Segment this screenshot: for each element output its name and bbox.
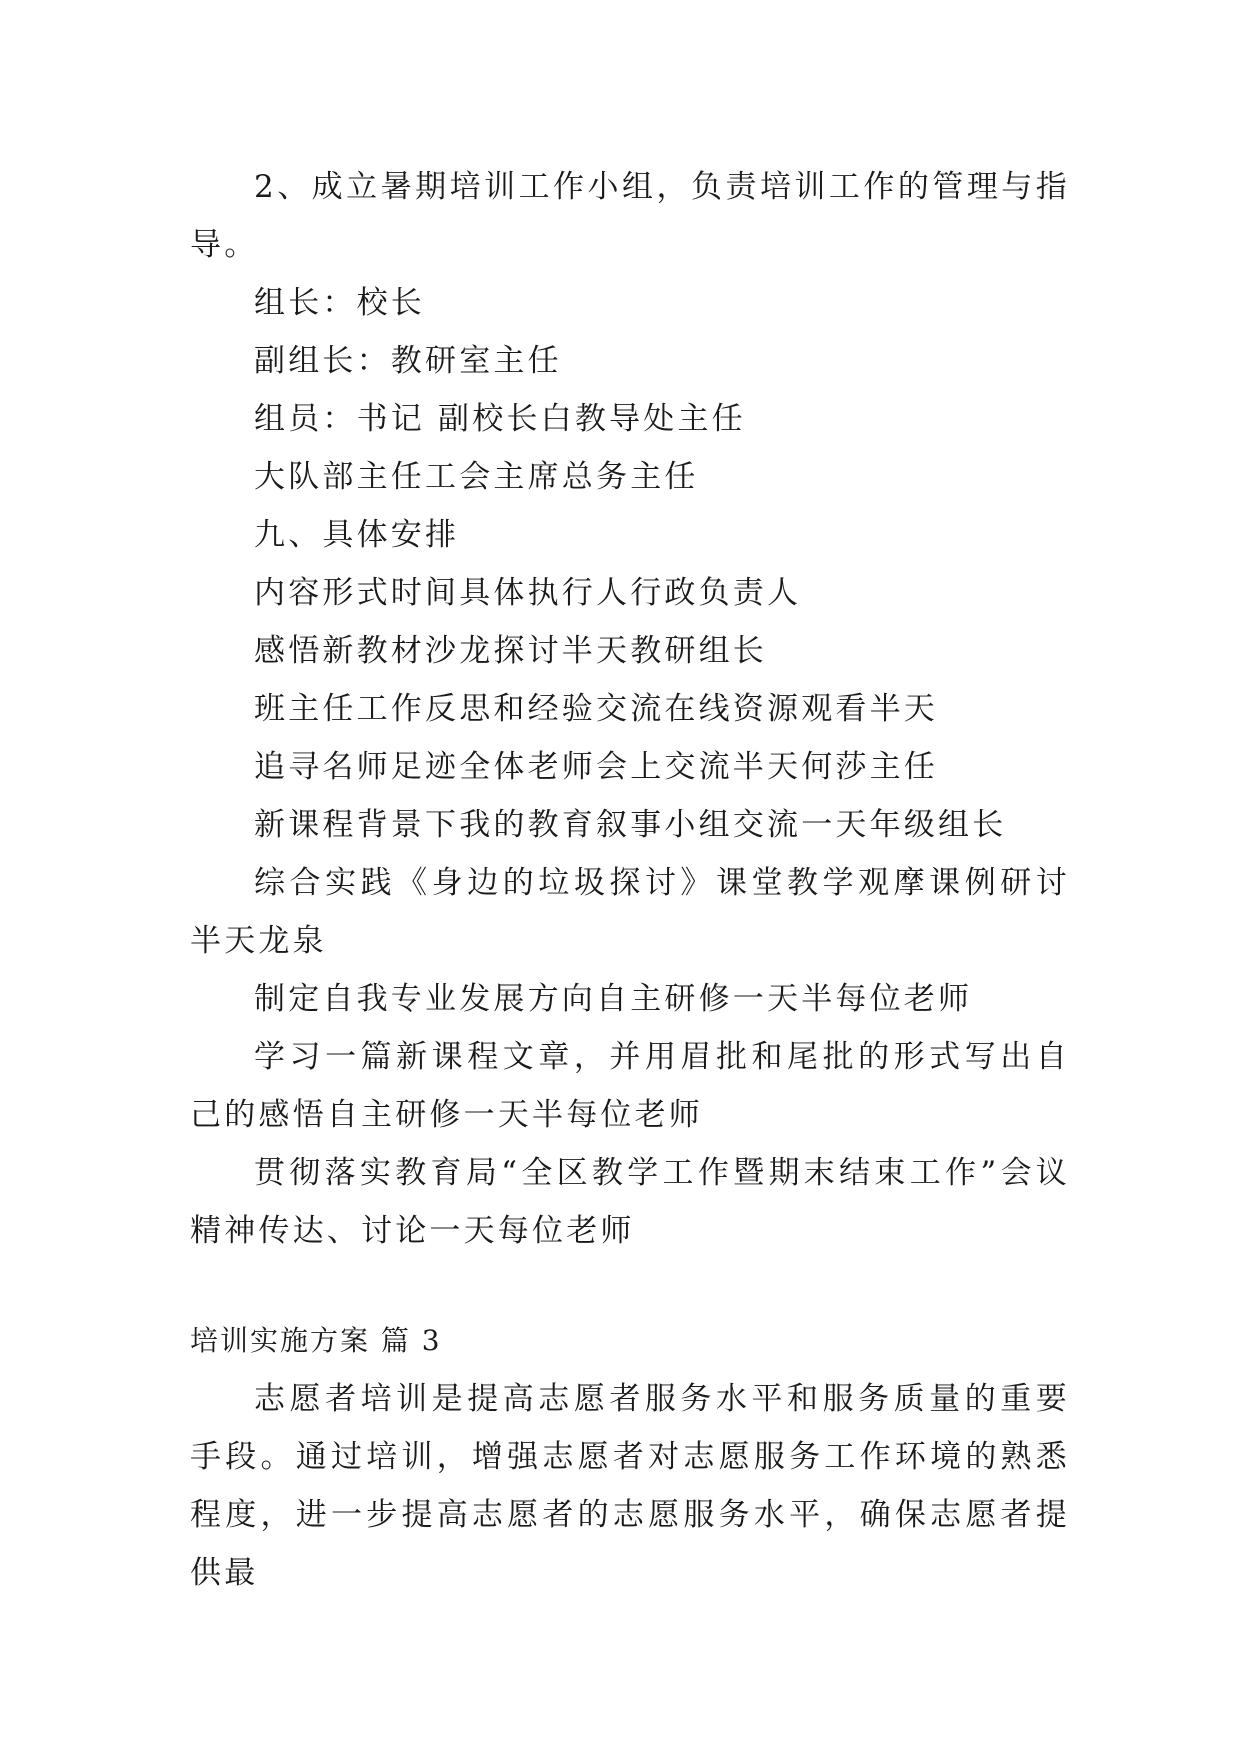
paragraph: 制定自我专业发展方向自主研修一天半每位老师 (254, 981, 973, 1017)
section-title: 九、具体安排 (254, 517, 460, 553)
paragraph: 大队部主任工会主席总务主任 (254, 459, 699, 495)
section-heading: 培训实施方案 篇 3 (190, 1324, 442, 1357)
paragraph: 综合实践《身边的垃圾探讨》课堂教学观摩课例研讨半天龙泉 (190, 865, 1070, 959)
paragraph: 内容形式时间具体执行人行政负责人 (254, 575, 802, 611)
paragraph: 组员：书记 副校长白教导处主任 (254, 401, 746, 437)
paragraph: 副组长：教研室主任 (254, 343, 562, 379)
document-body (190, 158, 1070, 1602)
paragraph: 2、成立暑期培训工作小组，负责培训工作的管理与指导。 (190, 169, 1070, 263)
paragraph: 组长：校长 (254, 285, 425, 321)
paragraph: 感悟新教材沙龙探讨半天教研组长 (254, 633, 767, 669)
paragraph: 班主任工作反思和经验交流在线资源观看半天 (254, 691, 938, 727)
paragraph: 贯彻落实教育局“全区教学工作暨期末结束工作”会议精神传达、讨论一天每位老师 (190, 1155, 1070, 1249)
paragraph: 追寻名师足迹全体老师会上交流半天何莎主任 (254, 749, 938, 785)
paragraph: 学习一篇新课程文章，并用眉批和尾批的形式写出自己的感悟自主研修一天半每位老师 (190, 1039, 1070, 1133)
paragraph: 新课程背景下我的教育叙事小组交流一天年级组长 (254, 807, 1007, 843)
paragraph: 志愿者培训是提高志愿者服务水平和服务质量的重要手段。通过培训，增强志愿者对志愿服务工作环境的熟悉程度，进一步提高志愿者的志愿服务水平，确保志愿者提供最 (190, 1381, 1070, 1591)
spacer (190, 1260, 1070, 1312)
